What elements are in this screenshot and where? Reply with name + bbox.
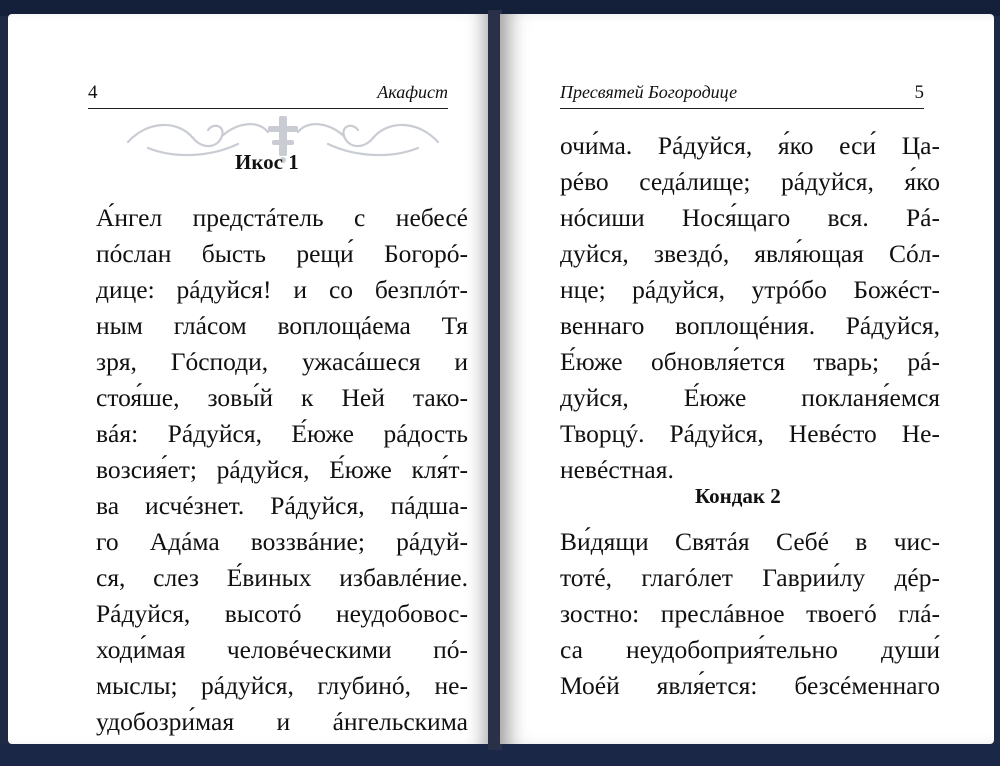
right-page (500, 14, 994, 744)
text-line: зря, Гóсподи, ужасáшеся и (96, 347, 468, 376)
text-line: веннаго воплощéния. Рáдуйся, (560, 311, 940, 340)
text-line: ва исчéзнет. Рáдуйся, пáдша- (96, 491, 468, 520)
left-body-text (96, 200, 468, 740)
text-line: пóслан бысть рещи́ Богорó- (96, 239, 468, 268)
text-line: Творцý. Рáдуйся, Невéсто Не- (560, 419, 940, 448)
text-line: нóсиши Нося́щаго вся. Рá- (560, 203, 940, 232)
text-line: Рáдуйся, высотó неудобовос- (96, 599, 468, 628)
text-line: Е́юже обновля́ется тварь; рá- (560, 347, 940, 376)
left-page (8, 14, 490, 744)
text-line: дице: рáдуйся! и со безплóт- (96, 275, 468, 304)
text-line: Ви́дящи Святáя Себé в чис- (560, 527, 940, 556)
left-page-number: 4 (88, 82, 98, 103)
right-body-text-top (560, 128, 940, 488)
text-line: ным глáсом воплощáема Тя (96, 311, 468, 340)
text-line: невéстная. (560, 455, 674, 484)
section-heading-kondak-2: Кондак 2 (695, 484, 781, 508)
text-line: го Адáма воззвáние; рáдуй- (96, 527, 468, 556)
text-line: зостно: преслáвное твоегó глá- (560, 599, 940, 628)
text-line: нце; рáдуйся, утрóбо Божéст- (560, 275, 940, 304)
left-running-head (88, 76, 448, 109)
text-line: удобозри́мая и áнгельскима (96, 707, 468, 736)
text-line: дуйся, звездó, явля́ющая Сóл- (560, 239, 940, 268)
text-line: возсия́ет; рáдуйся, Е́юже кля́т- (96, 455, 468, 484)
right-page-number: 5 (914, 82, 924, 103)
text-line: Моéй явля́ется: безсéменнаго (560, 671, 940, 700)
right-body-text-bottom (560, 524, 940, 704)
text-line: очи́ма. Рáдуйся, я́ко еси́ Ца- (560, 131, 940, 160)
text-line: вáя: Рáдуйся, Е́юже рáдость (96, 419, 468, 448)
left-running-title: Акафист (377, 82, 448, 102)
right-running-title: Пресвятей Богородице (560, 82, 738, 102)
section-heading-ikos-1: Икос 1 (235, 150, 299, 174)
text-line: дуйся, Е́юже покланя́емся (560, 383, 940, 412)
right-running-head (560, 76, 924, 109)
text-line: рéво седáлище; рáдуйся, я́ко (560, 167, 940, 196)
text-line: са неудобоприя́тельно души́ (560, 635, 940, 664)
text-line: тотé, глагóлет Гаврии́лу дéр- (560, 563, 940, 592)
text-line: стоя́ше, зовы́й к Ней тако- (96, 383, 468, 412)
text-line: А́нгел предстáтель с небесé (96, 203, 468, 232)
text-line: ходи́мая человéческими пó- (96, 635, 468, 664)
text-line: мыслы; рáдуйся, глубинó, не- (96, 671, 468, 700)
text-line: ся, слез Е́виных избавлéние. (96, 563, 468, 592)
